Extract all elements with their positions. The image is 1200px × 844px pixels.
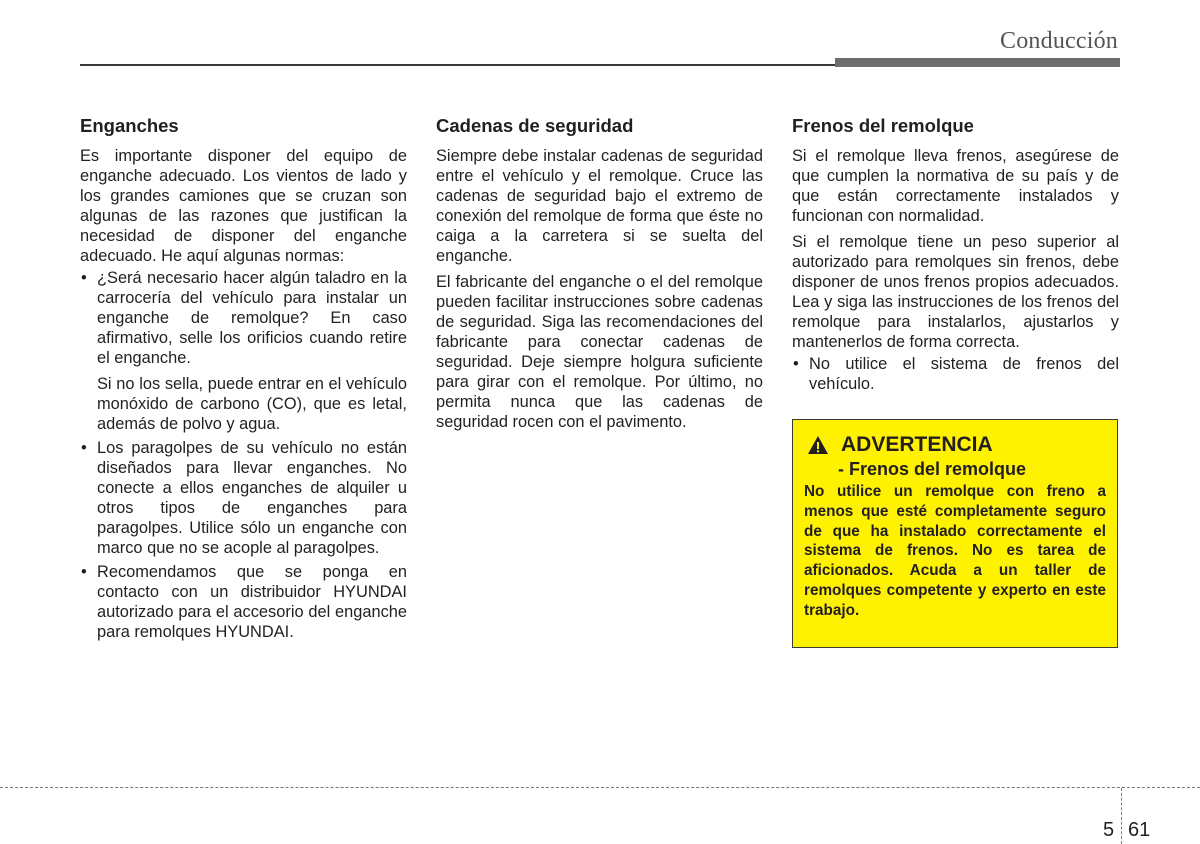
warning-header (804, 432, 1106, 458)
list-item (80, 562, 407, 642)
list-item-subtext: Si no los sella, puede entrar en el vehículo monóxido de carbono (CO), que es letal, además de polvo y agua. (97, 375, 407, 433)
list-item-text: ¿Será necesario hacer algún taladro en la carrocería del vehículo para instalar un enganche de remolque? En caso afirmativo, selle los orificios cuando retire el enganche. (97, 269, 407, 367)
intro-paragraph: Es importante disponer del equipo de enganche adecuado. Los vientos de lado y los grandes camiones que se cruzan son algunas de las razones que justifican la necesidad de disponer del enganche adecuado. He aquí algunas normas: (80, 147, 407, 265)
bullet-icon: • (81, 439, 87, 457)
warning-title: ADVERTENCIA (841, 433, 993, 456)
bullet-icon: • (81, 269, 87, 287)
list-item (80, 268, 407, 434)
body-paragraph: Siempre debe instalar cadenas de seguridad entre el vehículo y el remolque. Cruce las cadenas de seguridad bajo el extremo de conexión del remolque de forma que éste no caiga a la carretera si se suelta del enganche. (436, 147, 763, 265)
body-paragraph: Si el remolque tiene un peso superior al autorizado para remolques sin frenos, debe disponer de unos frenos propios adecuados. Lea y siga las instrucciones de los frenos del remolque para instalarlos, ajustarlos y mantenerlos de forma correcta. (792, 233, 1119, 351)
bullet-icon: • (81, 563, 87, 581)
list-item (792, 354, 1119, 394)
warning-box (792, 419, 1118, 648)
column-enganches (80, 114, 407, 646)
list-item-text: Recomendamos que se ponga en contacto con un distribuidor HYUNDAI autorizado para el accesorio del enganche para remolques HYUNDAI. (97, 563, 407, 641)
page-number: 61 (1128, 819, 1151, 841)
section-heading: Cadenas de seguridad (436, 115, 634, 136)
column-cadenas-seguridad (436, 114, 763, 432)
section-heading: Enganches (80, 115, 179, 136)
bullet-icon: • (793, 355, 799, 373)
page-header-title: Conducción (1000, 28, 1118, 54)
section-heading: Frenos del remolque (792, 115, 974, 136)
body-paragraph: Si el remolque lleva frenos, asegúrese de que cumplen la normativa de su país y de que están correctamente instalados y funcionan con normalidad. (792, 147, 1119, 225)
warning-text: No utilice un remolque con freno a menos que esté completamente seguro de que ha instalado correctamente el sistema de frenos. No es tarea de aficionados. Acuda a un taller de remolques competente y experto en este trabajo. (804, 483, 1106, 619)
footer-divider (1121, 788, 1122, 844)
list-item-text: No utilice el sistema de frenos del vehículo. (809, 355, 1119, 393)
list-item-text: Los paragolpes de su vehículo no están diseñados para llevar enganches. No conecte a ellos enganches de alquiler u otros tipos de enganches para paragolpes. Utilice sólo un enganche con marco que no se acople al paragolpes. (97, 439, 407, 557)
header-accent-bar (835, 58, 1120, 67)
footer-rule (0, 787, 1200, 788)
header-rule (80, 64, 836, 66)
bullet-list (80, 268, 407, 642)
column-frenos-remolque (792, 114, 1119, 398)
list-item (80, 438, 407, 558)
body-paragraph: El fabricante del enganche o el del remolque pueden facilitar instrucciones sobre cadenas de seguridad. Siga las recomendaciones del fabricante para conectar cadenas de seguridad. Deje siempre holgura suficiente para girar con el remolque. Por último, no permita nunca que las cadenas de seguridad rocen con el pavimento. (436, 273, 763, 431)
bullet-list (792, 354, 1119, 394)
warning-subtitle: - Frenos del remolque (838, 459, 1027, 479)
chapter-number: 5 (1103, 819, 1115, 841)
warning-triangle-icon (807, 435, 829, 455)
